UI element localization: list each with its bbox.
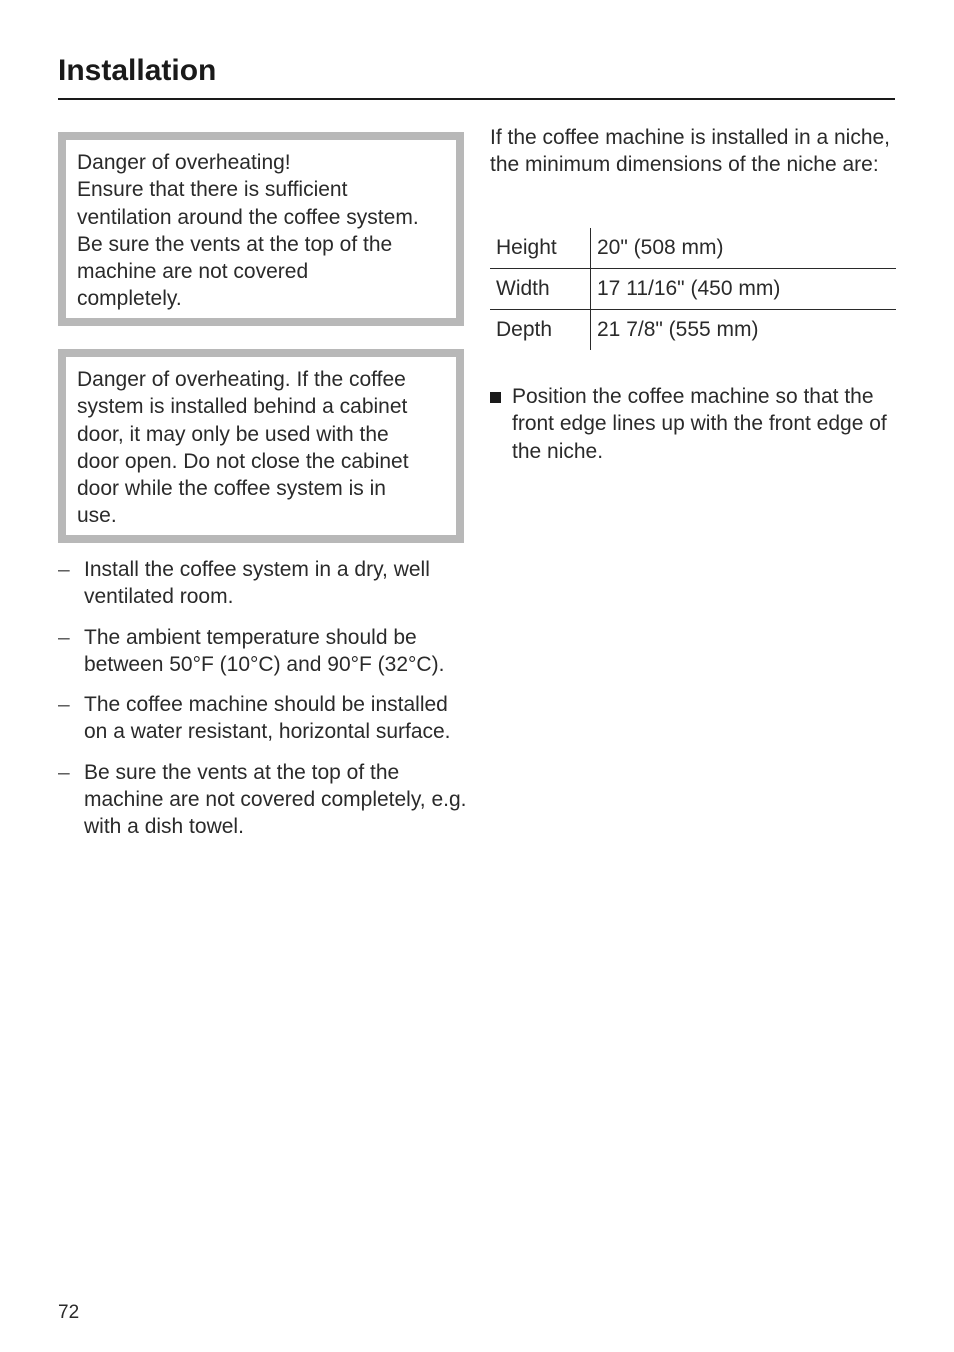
dimension-label: Height <box>490 228 591 269</box>
table-row <box>490 228 896 269</box>
positioning-instruction <box>490 383 895 465</box>
table-row <box>490 310 896 351</box>
warning-text-line: door open. Do not close the cabinet <box>77 449 409 473</box>
warning-text-line: door while the coffee system is in <box>77 477 386 501</box>
dimension-label: Depth <box>490 310 591 351</box>
warning-text-line: machine are not covered <box>77 260 309 284</box>
warning-box-overheating <box>58 132 464 326</box>
list-item-text: Be sure the vents at the top of the machine are not covered completely, e.g. with a dish towel. <box>84 760 467 839</box>
warning-text-line: completely. <box>77 287 182 311</box>
table-row <box>490 269 896 310</box>
dash-bullet-icon: – <box>58 693 70 717</box>
dash-bullet-icon: – <box>58 760 70 784</box>
warning-text-line: system is installed behind a cabinet <box>77 395 408 419</box>
warning-text-line: ventilation around the coffee system. <box>77 205 419 229</box>
title-divider <box>58 98 895 100</box>
dash-bullet-icon: – <box>58 625 70 649</box>
list-item <box>58 624 468 679</box>
list-item <box>58 556 468 611</box>
warning-text-line: Ensure that there is sufficient <box>77 178 348 202</box>
square-bullet-icon <box>490 392 501 403</box>
list-item-text: The coffee machine should be installed on a water resistant, horizontal surface. <box>84 693 451 744</box>
dimension-value: 20" (508 mm) <box>591 228 897 269</box>
warning-text-line: door, it may only be used with the <box>77 422 389 446</box>
instruction-text: Position the coffee machine so that the front edge lines up with the front edge of the niche. <box>512 385 887 463</box>
page-title: Installation <box>58 54 217 87</box>
page-number: 72 <box>58 1302 80 1323</box>
dash-bullet-icon: – <box>58 558 70 581</box>
niche-dimensions-table <box>490 228 896 350</box>
dimension-label: Width <box>490 269 591 310</box>
warning-text-line: use. <box>77 504 117 528</box>
list-item-text: Install the coffee system in a dry, well ventilated room. <box>84 558 430 609</box>
list-item-text: The ambient temperature should be between 50°F (10°C) and 90°F (32°C). <box>84 625 445 676</box>
warning-box-cabinet-door <box>58 349 464 543</box>
dimension-value: 17 11/16" (450 mm) <box>591 269 897 310</box>
list-item <box>58 691 468 746</box>
warning-text-line: Danger of overheating. If the coffee <box>77 368 406 391</box>
warning-text-line: Danger of overheating! <box>77 151 291 174</box>
installation-requirements-list <box>58 556 468 854</box>
list-item <box>58 759 468 841</box>
niche-intro-text: If the coffee machine is installed in a niche, the minimum dimensions of the niche are: <box>490 126 891 177</box>
warning-text-line: Be sure the vents at the top of the <box>77 232 393 256</box>
dimension-value: 21 7/8" (555 mm) <box>597 318 759 341</box>
